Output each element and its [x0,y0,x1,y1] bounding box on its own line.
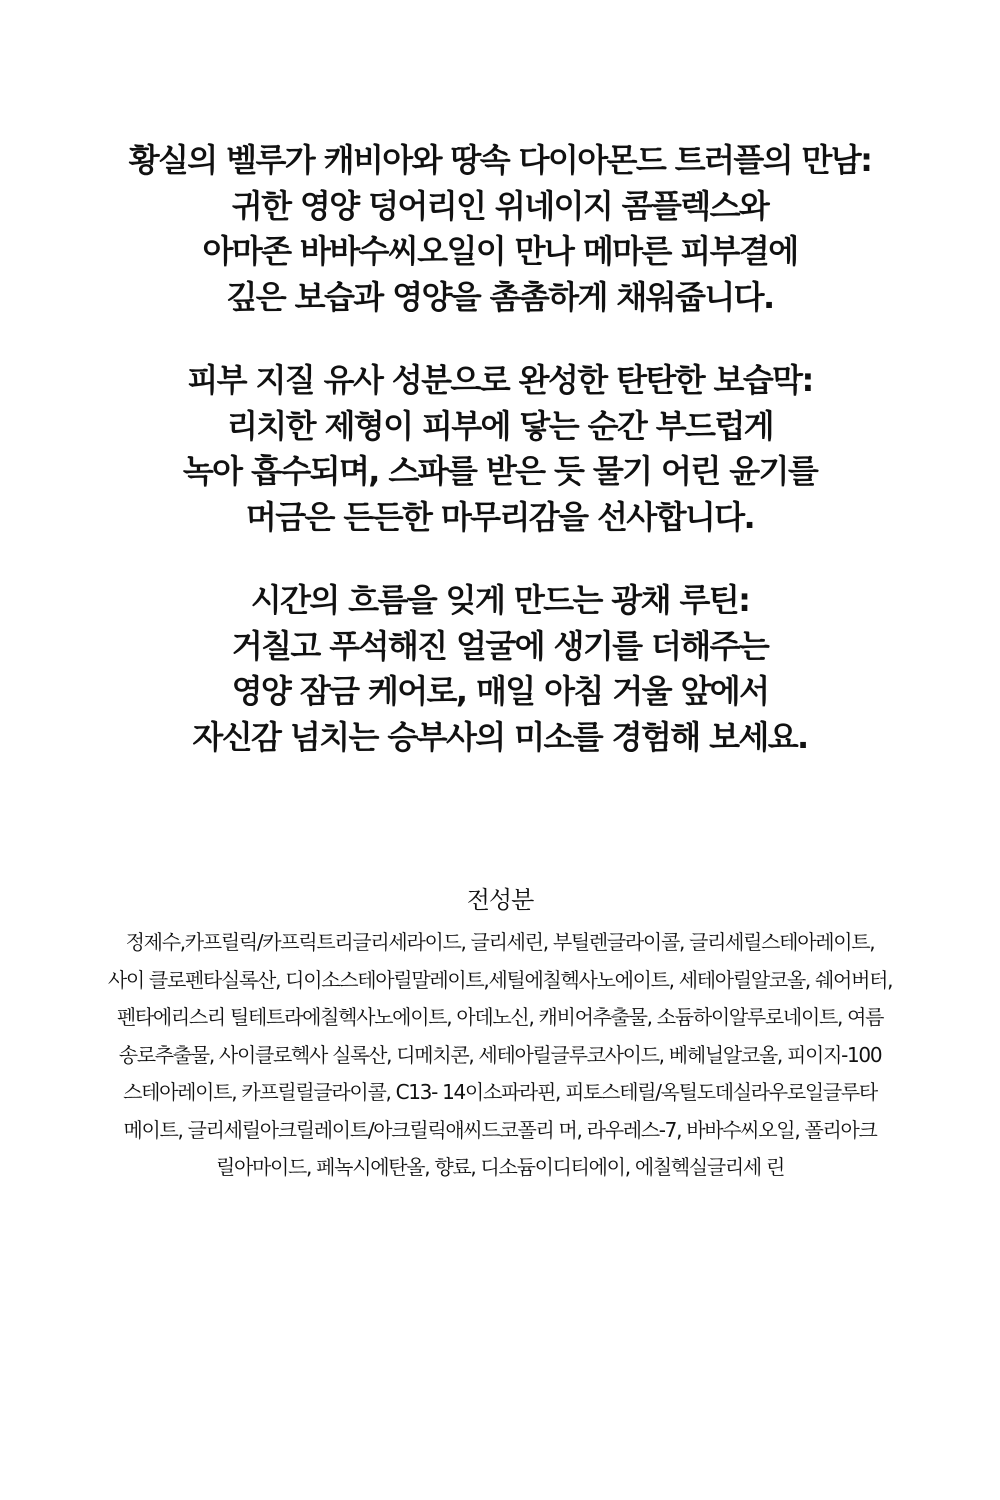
description-paragraph-barrier [0,358,1000,540]
description-line: 머금은 든든한 마무리감을 선사합니다. [245,497,755,536]
description-line: 영양 잠금 케어로, 매일 아침 거울 앞에서 [231,672,769,710]
ingredients-line: 펜타에리스리 틸테트라에칠헥사노에이트, 아데노신, 캐비어추출물, 소듐하이알루로네이트, 여름 [116,1005,884,1029]
description-line: 녹아 흡수되며, 스파를 받은 듯 물기 어린 윤기를 [182,452,818,490]
description-line: 거칠고 푸석해진 얼굴에 생기를 더해주는 [231,626,769,665]
ingredients-line: 스테아레이트, 카프릴릴글라이콜, C13- 14이소파라핀, 피토스테릴/옥틸도데실라우로일글루타 [123,1080,877,1104]
description-paragraph-radiance [0,578,1000,760]
ingredients-line: 송로추출물, 사이클로헥사 실록산, 디메치콘, 세테아릴글루코사이드, 베헤닐알코올, 피이지-100 [118,1042,882,1067]
description-line: 리치한 제형이 피부에 닿는 순간 부드럽게 [226,406,773,445]
ingredients-title: 전성분 [466,886,534,914]
ingredients-section [0,880,1000,1187]
description-line: 자신감 넘치는 승부사의 미소를 경험해 보세요. [192,717,808,756]
product-description [0,138,1000,798]
ingredients-line: 사이 클로펜타실록산, 디이소스테아릴말레이트,세틸에칠헥사노에이트, 세테아릴알코올, 쉐어버터, [107,967,893,992]
description-line: 피부 지질 유사 성분으로 완성한 탄탄한 보습막: [187,361,813,399]
description-line: 귀한 영양 덩어리인 위네이지 콤플렉스와 [231,186,769,225]
description-line: 황실의 벨루가 캐비아와 땅속 다이아몬드 트러플의 만남: [128,141,872,179]
description-paragraph-caviar [0,138,1000,320]
ingredients-line: 릴아마이드, 페녹시에탄올, 향료, 디소듐이디티에이, 에칠헥실글리세 린 [215,1155,785,1179]
description-line: 아마존 바바수씨오일이 만나 메마른 피부결에 [202,232,798,270]
ingredients-line: 정제수,카프릴릭/카프릭트리글리세라이드, 글리세린, 부틸렌글라이콜, 글리세릴스테아레이트, [125,930,875,954]
ingredients-line: 메이트, 글리세릴아크릴레이트/아크릴릭애씨드코폴리 머, 라우레스-7, 바바수씨오일, 폴리아크 [123,1117,877,1142]
description-line: 깊은 보습과 영양을 촘촘하게 채워줍니다. [226,277,774,316]
description-line: 시간의 흐름을 잊게 만드는 광채 루틴: [250,581,750,619]
